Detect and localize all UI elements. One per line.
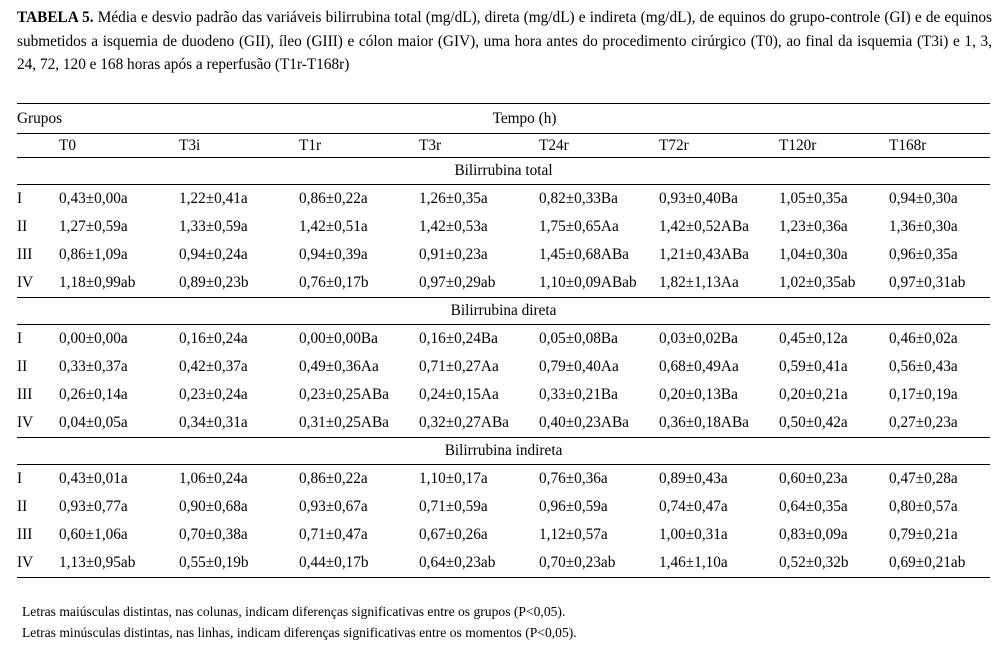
table-cell: 1,10±0,17a — [419, 470, 488, 487]
table-cell: 0,79±0,21a — [889, 526, 958, 543]
table-row — [17, 325, 990, 354]
table-cell: 0,03±0,02Ba — [659, 330, 738, 347]
header-row-times — [17, 134, 990, 158]
table-cell: 0,26±0,14a — [59, 386, 128, 403]
table-cell: 0,36±0,18ABa — [659, 409, 779, 438]
table-cell: 0,70±0,23ab — [539, 549, 659, 578]
group-label: IV — [17, 409, 59, 438]
column-header-t1r: T1r — [299, 134, 419, 158]
table-cell: 0,86±0,22a — [299, 190, 368, 207]
table-cell: 0,45±0,12a — [779, 330, 848, 347]
table-cell: 0,82±0,33Ba — [539, 190, 618, 207]
caption-label: TABELA 5. — [17, 9, 94, 26]
table-cell: 1,04±0,30a — [779, 246, 848, 263]
group-label: III — [17, 386, 33, 403]
table-cell: 0,60±1,06a — [59, 526, 128, 543]
column-header-t72r: T72r — [659, 134, 779, 158]
table-row — [17, 493, 990, 521]
table-cell: 1,05±0,35a — [779, 190, 848, 207]
table-cell: 0,17±0,19a — [889, 386, 958, 403]
table-cell: 1,45±0,68ABa — [539, 246, 629, 263]
note-lowercase: Letras minúsculas distintas, nas linhas, indicam diferenças significativas entre os momentos (P<0,05). — [22, 625, 577, 640]
header-row-groups — [17, 104, 990, 134]
table-cell: 0,20±0,21a — [779, 386, 848, 403]
group-label: III — [17, 246, 33, 263]
table-cell: 0,93±0,77a — [59, 498, 128, 515]
table-cell: 0,04±0,05a — [59, 409, 179, 438]
group-label: I — [17, 190, 23, 207]
table-row — [17, 465, 990, 494]
table-cell: 0,23±0,24a — [179, 386, 248, 403]
table-cell: 0,64±0,35a — [779, 498, 848, 515]
table-cell: 0,43±0,01a — [59, 470, 128, 487]
table-cell: 0,27±0,23a — [889, 409, 990, 438]
table-cell: 1,33±0,59a — [179, 218, 248, 235]
table-cell: 1,42±0,51a — [299, 218, 368, 235]
column-header-t0: T0 — [59, 134, 179, 158]
group-label: I — [17, 330, 23, 347]
table-cell: 0,71±0,47a — [299, 526, 368, 543]
table-caption — [17, 6, 992, 77]
table-cell: 0,68±0,49Aa — [659, 358, 739, 375]
table-cell: 0,91±0,23a — [419, 246, 488, 263]
table-cell: 0,46±0,02a — [889, 330, 958, 347]
table-cell: 0,33±0,21Ba — [539, 386, 618, 403]
group-label: IV — [17, 549, 59, 578]
table-cell: 0,40±0,23ABa — [539, 409, 659, 438]
table-row — [17, 185, 990, 214]
table-cell: 0,96±0,35a — [889, 246, 958, 263]
table-row — [17, 213, 990, 241]
table-cell: 0,70±0,38a — [179, 526, 248, 543]
table-cell: 0,42±0,37a — [179, 358, 248, 375]
column-header-t3r: T3r — [419, 134, 539, 158]
table-cell: 0,59±0,41a — [779, 358, 848, 375]
table-row — [17, 353, 990, 381]
section-title: Bilirrubina direta — [17, 298, 990, 325]
table-cell: 0,24±0,15Aa — [419, 386, 499, 403]
table-cell: 0,83±0,09a — [779, 526, 848, 543]
table-cell: 1,12±0,57a — [539, 526, 608, 543]
column-header-t120r: T120r — [779, 134, 889, 158]
table-cell: 0,44±0,17b — [299, 549, 419, 578]
bilirubin-table — [17, 103, 990, 578]
table-cell: 0,64±0,23ab — [419, 549, 539, 578]
table-cell: 1,27±0,59a — [59, 218, 128, 235]
table-cell: 1,18±0,99ab — [59, 269, 179, 298]
group-label: II — [17, 218, 28, 235]
table-cell: 0,94±0,24a — [179, 246, 248, 263]
table-cell: 1,10±0,09ABab — [539, 269, 659, 298]
table-cell: 1,46±1,10a — [659, 549, 779, 578]
table-cell: 0,79±0,40Aa — [539, 358, 619, 375]
table-cell: 1,06±0,24a — [179, 470, 248, 487]
table-cell: 1,82±1,13Aa — [659, 269, 779, 298]
table-cell: 0,93±0,67a — [299, 498, 368, 515]
table-cell: 1,22±0,41a — [179, 190, 248, 207]
table-cell: 1,75±0,65Aa — [539, 218, 619, 235]
table-cell: 0,34±0,31a — [179, 409, 299, 438]
group-label: III — [17, 526, 33, 543]
table-cell: 0,05±0,08Ba — [539, 330, 618, 347]
table-cell: 0,00±0,00Ba — [299, 330, 378, 347]
table-cell: 0,20±0,13Ba — [659, 386, 738, 403]
table-cell: 0,16±0,24Ba — [419, 330, 498, 347]
table-cell: 1,42±0,53a — [419, 218, 488, 235]
table-cell: 0,74±0,47a — [659, 498, 728, 515]
time-header: Tempo (h) — [59, 104, 990, 134]
table-row — [17, 549, 990, 578]
table-cell: 0,49±0,36Aa — [299, 358, 379, 375]
table-cell: 0,80±0,57a — [889, 498, 958, 515]
table-cell: 0,89±0,23b — [179, 269, 299, 298]
table-cell: 0,67±0,26a — [419, 526, 488, 543]
group-label: IV — [17, 269, 59, 298]
table-notes — [22, 601, 577, 643]
table-cell: 1,36±0,30a — [889, 218, 958, 235]
table-cell: 0,23±0,25ABa — [299, 386, 389, 403]
table-cell: 0,96±0,59a — [539, 498, 608, 515]
column-header-t24r: T24r — [539, 134, 659, 158]
table-cell: 0,69±0,21ab — [889, 549, 990, 578]
table-cell: 1,13±0,95ab — [59, 549, 179, 578]
group-label: II — [17, 498, 28, 515]
table-cell: 0,56±0,43a — [889, 358, 958, 375]
table-cell: 0,16±0,24a — [179, 330, 248, 347]
note-uppercase: Letras maiúsculas distintas, nas colunas, indicam diferenças significativas entre os grupos (P<0,05). — [22, 604, 566, 619]
table-row — [17, 409, 990, 438]
column-header-t168r: T168r — [889, 134, 990, 158]
table-cell: 0,43±0,00a — [59, 190, 128, 207]
group-label: I — [17, 470, 23, 487]
table-cell: 1,23±0,36a — [779, 218, 848, 235]
table-cell: 1,02±0,35ab — [779, 269, 889, 298]
table-cell: 0,90±0,68a — [179, 498, 248, 515]
caption-text: Média e desvio padrão das variáveis bilirrubina total (mg/dL), direta (mg/dL) e indireta (mg/dL), de equinos do grupo-controle (GI) e de equinos submetidos a isquemia de duodeno (GII), íleo (GIII) e cólon maior (GIV), uma hora antes do procedimento cirúrgico (T0), ao final da isquemia (T3i) e 1, 3, 24, 72, 120 e 168 horas após a reperfusão (T1r-T168r) — [17, 9, 992, 73]
column-header-t3i: T3i — [179, 134, 299, 158]
group-label: II — [17, 358, 28, 375]
table-cell: 0,89±0,43a — [659, 470, 728, 487]
table-cell: 0,31±0,25ABa — [299, 409, 419, 438]
table-cell: 0,60±0,23a — [779, 470, 848, 487]
section-header-row — [17, 298, 990, 325]
table-cell: 0,97±0,29ab — [419, 269, 539, 298]
table-cell: 0,76±0,17b — [299, 269, 419, 298]
table-cell: 0,33±0,37a — [59, 358, 128, 375]
table-cell: 0,71±0,59a — [419, 498, 488, 515]
section-title: Bilirrubina total — [17, 158, 990, 185]
table-cell: 0,93±0,40Ba — [659, 190, 738, 207]
table-cell: 0,47±0,28a — [889, 470, 958, 487]
table-cell: 0,94±0,30a — [889, 190, 958, 207]
table-cell: 0,52±0,32b — [779, 549, 889, 578]
table-row — [17, 269, 990, 298]
table-cell: 1,00±0,31a — [659, 526, 728, 543]
table-row — [17, 521, 990, 549]
table-cell: 0,00±0,00a — [59, 330, 128, 347]
table-cell: 0,50±0,42a — [779, 409, 889, 438]
table-cell: 1,21±0,43ABa — [659, 246, 749, 263]
table-cell: 1,26±0,35a — [419, 190, 488, 207]
table-cell: 0,32±0,27ABa — [419, 409, 539, 438]
table-cell: 1,42±0,52ABa — [659, 218, 749, 235]
table-cell: 0,94±0,39a — [299, 246, 368, 263]
table-cell: 0,55±0,19b — [179, 549, 299, 578]
table-cell: 0,97±0,31ab — [889, 269, 990, 298]
header-spacer — [17, 134, 59, 158]
section-header-row — [17, 438, 990, 465]
section-title: Bilirrubina indireta — [17, 438, 990, 465]
table-cell: 0,86±1,09a — [59, 246, 128, 263]
groups-header: Grupos — [17, 104, 59, 134]
table-cell: 0,76±0,36a — [539, 470, 608, 487]
table-row — [17, 381, 990, 409]
table-row — [17, 241, 990, 269]
table-cell: 0,86±0,22a — [299, 470, 368, 487]
section-header-row — [17, 158, 990, 185]
table-cell: 0,71±0,27Aa — [419, 358, 499, 375]
